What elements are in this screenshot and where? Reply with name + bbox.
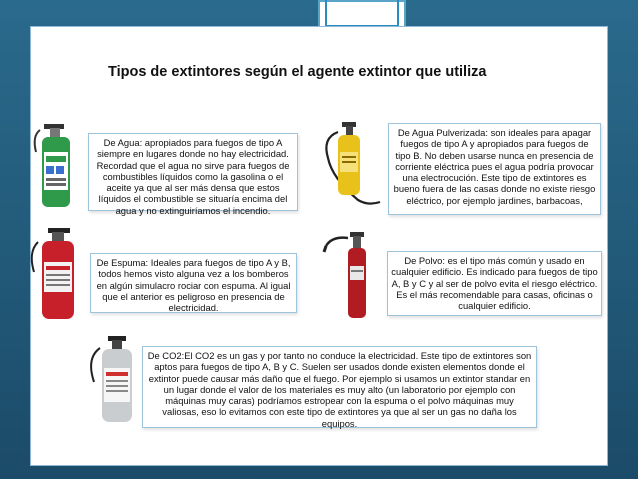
section-co2: De CO2:El CO2 es un gas y por tanto no conduce la electricidad. Este tipo de extintores son aptos para fuegos de tipo A, B y C. Suelen ser usados donde existen elementos donde el extintor puede causar más daño que el fuego. Por ejemplo si usamos un extintor standar en un lugar donde el valor de los materiales es muy alto (un laboratorio por ejemplo con máquinas muy caras) podríamos estropear con la espuma o el polvo máquinas muy valiosas, eso lo evitamos con este tipo de extintores ya que al ser un gas no daña los equipos. [142,346,537,428]
water-mist-extinguisher-icon [318,118,388,208]
co2-extinguisher-icon [84,334,142,424]
powder-extinguisher-icon [322,228,386,320]
section-agua-pulverizada: De Agua Pulverizada: son ideales para apagar fuegos de tipo A y apropiados para fuegos de tipo B. No deben usarse nunca en presencia de corriente eléctrica pues el agua podría provocar una electrocución. Este tipo de extintores es bueno fuera de las casas donde no existe riesgo eléctrico, por ejemplo jardines, barbacoas, [388,123,601,215]
water-extinguisher-icon [30,122,86,210]
section-espuma: De Espuma: Ideales para fuegos de tipo A y B, todos hemos visto alguna vez a los bomberos en algún simulacro rociar con espuma. Al igual que el anterior es peligroso en presencia de electricidad. [90,253,297,313]
section-agua: De Agua: apropiados para fuegos de tipo A siempre en lugares donde no hay electricidad. Recordad que el agua no sirve para fuegos de combustibles líquidos como la gasolina o el aceite ya que al ser más densa que estos líquidos el combustible se situaría encima del agua y no extinguiríamos el incendio. [88,133,298,211]
foam-extinguisher-icon [26,226,88,322]
section-polvo: De Polvo: es el tipo más común y usado en cualquier edificio. Es indicado para fuegos de tipo A, B y C y al ser de polvo evita el riesgo eléctrico. Es el más recomendable para casas, oficinas o cualquier edificio. [387,251,602,316]
slide-title: Tipos de extintores según el agente extintor que utiliza [108,64,487,80]
